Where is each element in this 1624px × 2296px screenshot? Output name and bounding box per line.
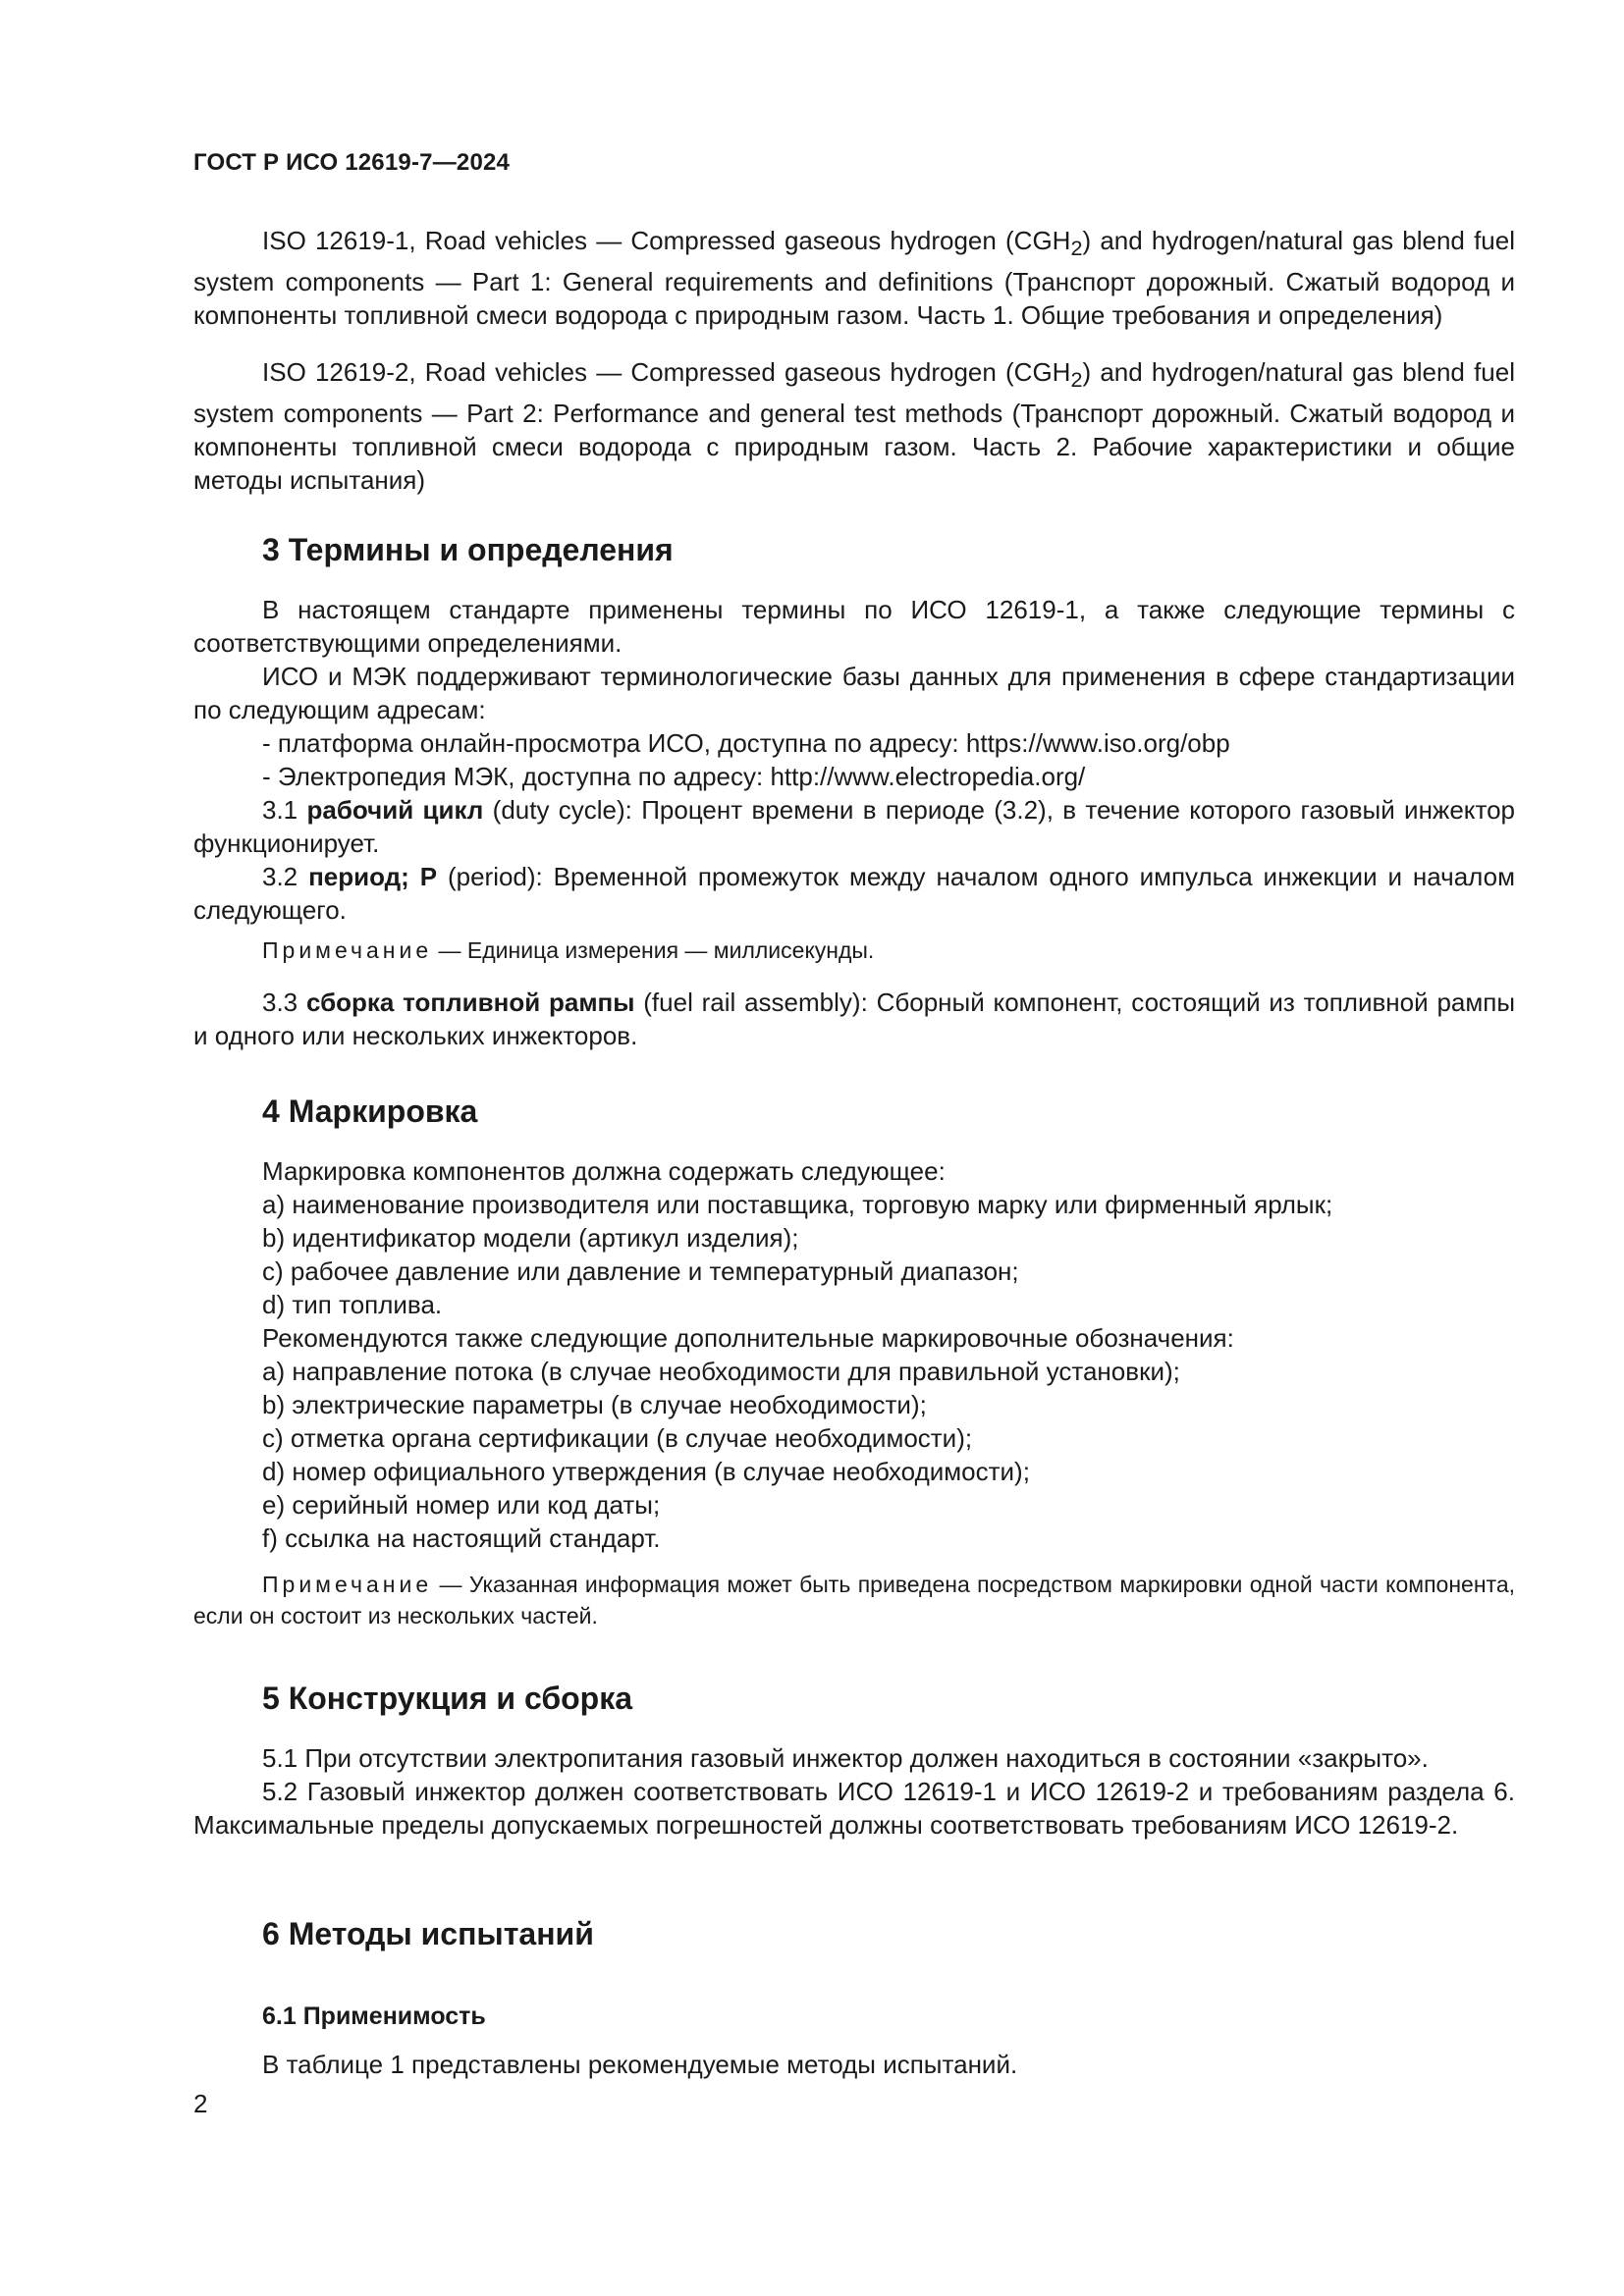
reference-iso-12619-2: ISO 12619-2, Road vehicles — Compressed gaseous hydrogen $(CGH_2)$ and hydrogen/natural gas blend fuel system components — Part 2: Performance and general test methods (Транспорт дорожный. Сжатый водород и компоненты топливной смеси водорода с природным газом. Часть 2. Рабочие характеристики и общие методы испытания) — [193, 357, 1515, 496]
recommended-marking-item: c) отметка органа сертификации (в случае необходимости); — [262, 1423, 973, 1453]
marking-item: a) наименование производителя или поставщика, торговую марку или фирменный ярлык; — [262, 1190, 1333, 1219]
note-label: Примечание — [262, 937, 433, 963]
term-3-3: 3.3 сборка топливной рампы (fuel rail assembly): Сборный компонент, состоящий из топливной рампы и одного или нескольких инжекторов. — [193, 988, 1516, 1050]
iso-obp-link-item: - платформа онлайн-просмотра ИСО, доступна по адресу: https://www.iso.org/obp — [262, 728, 1230, 758]
marking-item: b) идентификатор модели (артикул изделия); — [262, 1223, 799, 1253]
section-3-intro: В настоящем стандарте применены термины по ИСО 12619-1, а также следующие термины с соответствующими определениями. — [193, 595, 1515, 658]
section-5-title: 5 Конструкция и сборка — [262, 1681, 633, 1716]
marking-item: d) тип топлива. — [262, 1290, 443, 1319]
recommended-marking-item: a) направление потока (в случае необходимости для правильной установки); — [262, 1357, 1180, 1386]
section-4-intro: Маркировка компонентов должна содержать следующее: — [262, 1156, 946, 1186]
recommended-marking-item: e) серийный номер или код даты; — [262, 1490, 661, 1520]
marking-item: c) рабочее давление или давление и температурный диапазон; — [262, 1256, 1019, 1286]
subsection-6-1-text: В таблице 1 представлены рекомендуемые методы испытаний. — [262, 2050, 1018, 2079]
reference-iso-12619-1: ISO 12619-1, Road vehicles — Compressed gaseous hydrogen $(CGH_2)$ and hydrogen/natural gas blend fuel system components — Part 1: General requirements and definitions (Транспорт дорожный. Сжатый водород и компоненты топливной смеси водорода с природным газом. Часть 1. Общие требования и определения) — [193, 226, 1515, 331]
recommended-marking-item: b) электрические параметры (в случае необходимости); — [262, 1390, 927, 1419]
recommended-marking-item: d) номер официального утверждения (в случае необходимости); — [262, 1457, 1030, 1486]
section-6-title: 6 Методы испытаний — [262, 1916, 594, 1951]
clause-5-2: 5.2 Газовый инжектор должен соответствовать ИСО 12619-1 и ИСО 12619-2 и требованиям раздела 6. Максимальные пределы допускаемых погрешностей должны соответствовать требованиям ИСО 12619-2. — [193, 1777, 1515, 1840]
section-3-note: Примечание — Единица измерения — миллисекунды. — [262, 937, 875, 963]
section-4-note: Примечание — Указанная информация может быть приведена посредством маркировки одной части компонента, если он состоит из нескольких частей. — [193, 1572, 1515, 1629]
section-4-recommended-intro: Рекомендуются также следующие дополнительные маркировочные обозначения: — [262, 1323, 1234, 1353]
note-label: Примечание — [262, 1572, 433, 1597]
section-3-iso-iec: ИСО и МЭК поддерживают терминологические базы данных для применения в сфере стандартизации по следующим адресам: — [193, 662, 1515, 724]
subsection-6-1-title: 6.1 Применимость — [262, 2002, 486, 2030]
term-3-2: 3.2 период; P (period): Временной промежуток между началом одного импульса инжекции и началом следующего. — [193, 862, 1515, 925]
clause-5-1: 5.1 При отсутствии электропитания газовый инжектор должен находиться в состоянии «закрыто». — [262, 1743, 1429, 1773]
term-3-1: 3.1 рабочий цикл (duty cycle): Процент времени в периоде (3.2), в течение которого газовый инжектор функционирует. — [193, 795, 1515, 858]
electropedia-link-item: - Электропедия МЭК, доступна по адресу: http://www.electropedia.org/ — [262, 762, 1086, 791]
section-4-title: 4 Маркировка — [262, 1094, 478, 1129]
section-3-title: 3 Термины и определения — [262, 532, 674, 567]
page-number: 2 — [193, 2089, 208, 2118]
document-code-header: ГОСТ Р ИСО 12619-7—2024 — [193, 149, 511, 176]
recommended-marking-item: f) ссылка на настоящий стандарт. — [262, 1523, 661, 1553]
